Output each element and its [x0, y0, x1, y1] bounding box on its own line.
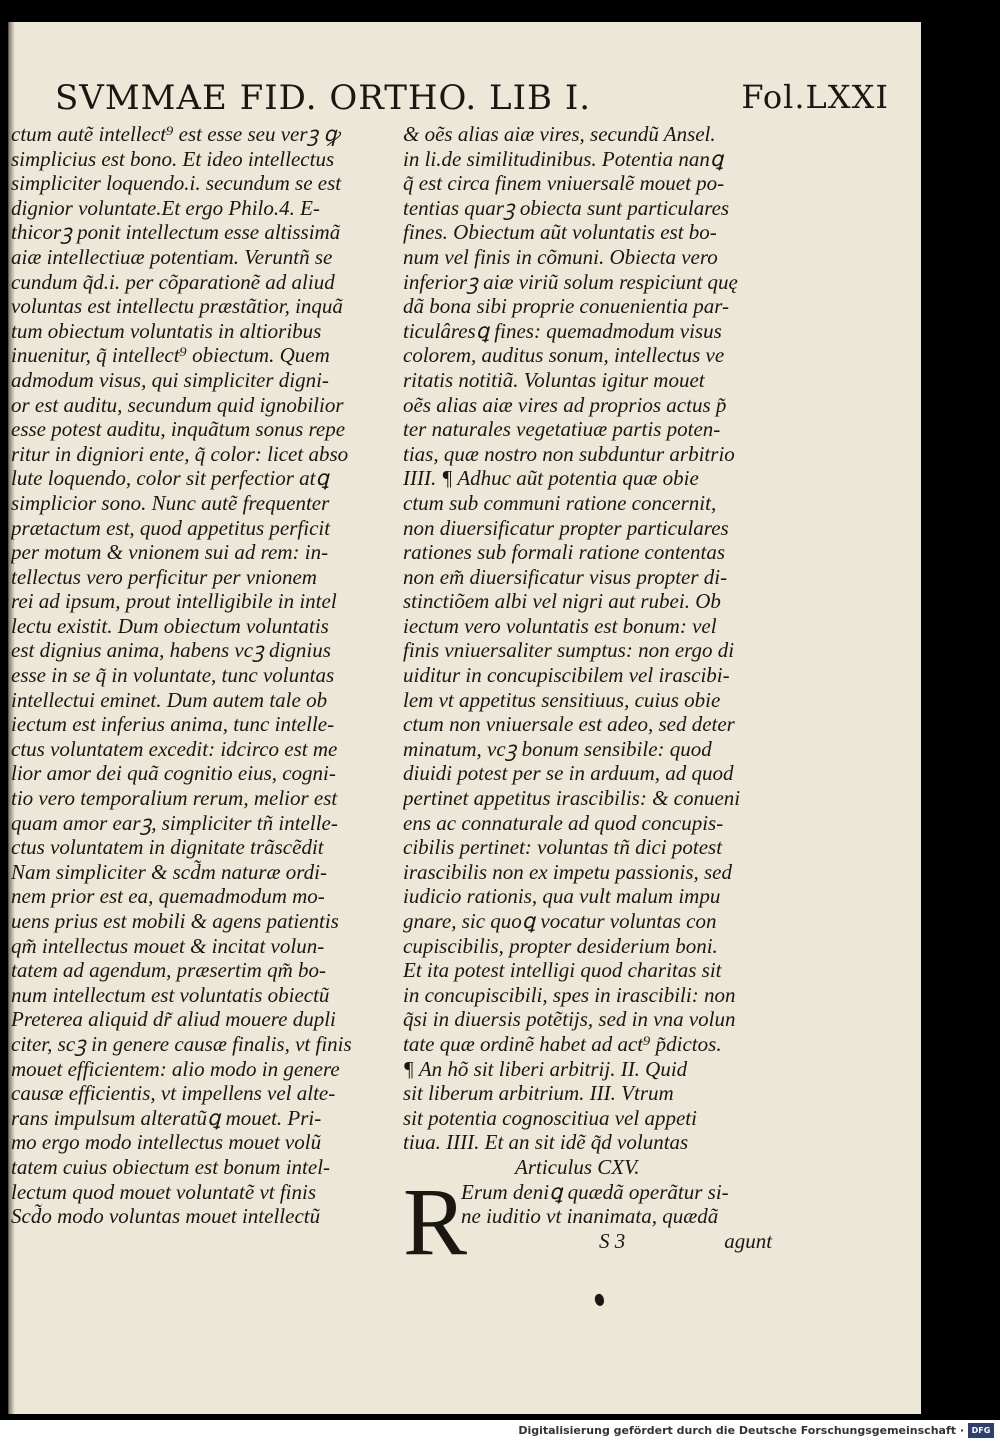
left-column-line: simplicior sono. Nunc autẽ frequenter: [11, 490, 330, 515]
article-opening: [403, 1167, 777, 1278]
left-column-line: nem prior est ea, quemadmodum mo-: [11, 884, 325, 909]
left-column-line: tio vero temporalium rerum, melior est: [11, 786, 338, 811]
left-column-line: aiæ intellectiuæ potentiam. Veruntñ se: [11, 244, 333, 269]
opening-line-2: ne iuditio vt inanimata, quædã: [461, 1204, 719, 1229]
left-column-line: lute loquendo, color sit perfectior atꝗ: [11, 466, 329, 491]
left-column-line: lior amor dei quã cognitio eius, cogni-: [11, 761, 336, 786]
right-column-line: q̃si in diuersis potẽtijs, sed in vna volun: [403, 1007, 736, 1032]
right-column-line: colorem, auditus sonum, intellectus ve: [403, 343, 725, 368]
left-column-line: num intellectum est voluntatis obiectũ: [11, 982, 330, 1007]
left-text-column: [11, 122, 399, 1229]
left-column-line: thicorꝫ ponit intellectum esse altissimã: [11, 220, 341, 245]
right-column-line: ticulâresꝗ fines: quemadmodum visus: [403, 318, 722, 343]
right-column-line: fines. Obiectum aũt voluntatis est bo-: [403, 220, 717, 245]
opening-line-1: Erum deniꝗ quædã operãtur si-: [461, 1179, 729, 1204]
right-column-line: ter naturales vegetatiuæ partis poten-: [403, 417, 721, 442]
left-column-line: ctus voluntatem excedit: idcirco est me: [11, 736, 338, 761]
right-text-column: [403, 122, 777, 1278]
left-column-line: uens prius est mobili & agens patientis: [11, 909, 339, 933]
right-column-line: finis vniuersaliter sumptus: non ergo di: [403, 638, 735, 663]
left-column-line: tatem cuius obiectum est bonum intel-: [11, 1154, 331, 1179]
left-column-line: dignior voluntate.Et ergo Philo.4. E-: [11, 195, 320, 220]
left-column-line: ctum autẽ intellect⁹ est esse seu verꝫ ꝙ: [11, 122, 340, 146]
footer-bar: [0, 1420, 1000, 1444]
left-column-line: Scd̃o modo voluntas mouet intellectũ: [11, 1204, 321, 1229]
left-column-line: Preterea aliquid dr̃ aliud mouere dupli: [11, 1007, 336, 1032]
left-column-line: Nam simpliciter & scd̃m naturæ ordi-: [11, 859, 327, 884]
right-column-line: q̃ est circa finem vniuersalẽ mouet po-: [403, 171, 725, 196]
right-column-line: minatum, vcꝫ bonum sensibile: quod: [403, 736, 712, 761]
left-column-line: intellectui eminet. Dum autem tale ob: [11, 687, 328, 712]
left-column-line: est dignius anima, habens vcꝫ dignius: [11, 638, 331, 663]
right-column-line: rationes sub formali ratione contentas: [403, 540, 725, 565]
right-column-line: tias, quæ nostro non subduntur arbitrio: [403, 441, 735, 466]
right-column-line: stinctiõem albi vel nigri aut rubei. Ob: [403, 589, 721, 614]
left-column-line: citer, scꝫ in genere causæ finalis, vt finis: [11, 1031, 352, 1056]
right-column-line: tentias quarꝫ obiecta sunt particulares: [403, 195, 730, 220]
dfg-logo-icon: DFG: [968, 1423, 994, 1438]
right-column-line: Et ita potest intelligi quod charitas sit: [403, 958, 722, 983]
left-column-line: or est auditu, secundum quid ignobilior: [11, 392, 344, 417]
right-column-line: dã bona sibi proprie conuenientia par-: [403, 294, 730, 319]
left-column-line: ritur in digniori ente, q̃ color: licet abso: [11, 441, 349, 466]
left-column-line: rans impulsum alteratũꝗ mouet. Pri-: [11, 1105, 322, 1130]
right-column-line: non em̃ diuersificatur visus propter di-: [403, 564, 728, 589]
right-column-line: cupiscibilis, propter desiderium boni.: [403, 933, 718, 958]
right-column-line: oẽs alias aiæ vires ad proprios actus p̃: [403, 392, 727, 417]
left-column-line: tum obiectum voluntatis in altioribus: [11, 318, 322, 343]
right-column-line: num vel finis in cõmuni. Obiecta vero: [403, 244, 718, 269]
right-column-line: ritatis notitiã. Voluntas igitur mouet: [403, 367, 705, 392]
right-column-line: sit liberum arbitrium. III. Vtrum: [403, 1081, 674, 1106]
left-column-line: ctus voluntatem in dignitate trãscẽdit: [11, 835, 324, 860]
right-column-lines: [403, 122, 777, 1155]
right-column-line: inferiorꝫ aiæ viriũ solum respiciunt quę: [403, 269, 738, 294]
folio-number: Fol.LXXI: [741, 78, 889, 116]
article-title: Articulus CXV.: [515, 1154, 640, 1179]
right-column-line: ens ac connaturale ad quod concupis-: [403, 810, 724, 835]
left-column-line: causæ efficientis, vt impellens vel alte-: [11, 1081, 336, 1106]
right-column-line: gnare, sic quoꝗ vocatur voluntas con: [403, 909, 717, 933]
right-column-line: cibilis pertinet: voluntas tñ dici potest: [403, 835, 723, 860]
right-column-line: pertinet appetitus irascibilis: & conueni: [403, 786, 741, 811]
right-column-line: ctum sub communi ratione concernit,: [403, 490, 717, 515]
page-header: [55, 78, 905, 128]
book-page: [8, 22, 921, 1414]
left-column-line: iectum est inferius anima, tunc intelle-: [11, 712, 335, 737]
signature-mark: S 3: [599, 1228, 626, 1253]
right-column-line: iudicio rationis, qua vult malum impu: [403, 884, 721, 909]
right-column-line: in li.de similitudinibus. Potentia nanꝗ: [403, 146, 724, 171]
left-column-line: admodum visus, qui simpliciter digni-: [11, 367, 329, 392]
left-column-line: esse in se q̃ in voluntate, tunc voluntas: [11, 663, 335, 688]
right-column-line: IIII. ¶ Adhuc aũt potentia quæ obie: [403, 466, 699, 491]
right-column-line: diuidi potest per se in arduum, ad quod: [403, 761, 734, 786]
ink-blot: [593, 1293, 606, 1307]
right-column-line: ctum non vniuersale est adeo, sed deter: [403, 712, 735, 737]
right-column-line: iectum vero voluntatis est bonum: vel: [403, 613, 717, 638]
left-column-line: lectum quod mouet voluntatẽ vt finis: [11, 1179, 317, 1204]
left-column-line: rei ad ipsum, prout intelligibile in intel: [11, 589, 337, 614]
running-title: SVMMAE FID. ORTHO. LIB I.: [55, 78, 592, 118]
right-column-line: tate quæ ordinẽ habet ad act⁹ p̃dictos.: [403, 1031, 722, 1056]
funding-note: Digitalisierung gefördert durch die Deutsche Forschungsgemeinschaft ·: [518, 1424, 964, 1437]
right-column-line: lem vt appetitus sensitiuus, cuius obie: [403, 687, 721, 712]
left-column-line: inuenitur, q̃ intellect⁹ obiectum. Quem: [11, 343, 330, 368]
left-column-line: quam amor earꝫ, simpliciter tñ intelle-: [11, 810, 338, 835]
right-column-line: non diuersificatur propter particulares: [403, 515, 729, 540]
left-column-line: qm̃ intellectus mouet & incitat volun-: [11, 933, 325, 958]
left-column-line: lectu existit. Dum obiectum voluntatis: [11, 613, 329, 638]
drop-cap-initial: R: [403, 1167, 468, 1275]
right-column-line: uiditur in concupiscibilem vel irascibi-: [403, 663, 730, 688]
left-column-line: tellectus vero perficitur per vnionem: [11, 564, 317, 589]
right-column-line: & oẽs alias aiæ vires, secundũ Ansel.: [403, 122, 716, 146]
left-column-line: mouet efficientem: alio modo in genere: [11, 1056, 340, 1081]
left-column-line: tatem ad agendum, præsertim qm̃ bo-: [11, 958, 326, 983]
right-column-line: ¶ An hõ sit liberi arbitrij. II. Quid: [403, 1056, 688, 1081]
left-column-line: esse potest auditu, inquãtum sonus repe: [11, 417, 346, 442]
catchword: agunt: [724, 1228, 773, 1253]
right-column-line: sit potentia cognoscitiua vel appeti: [403, 1105, 697, 1130]
left-column-line: cundum q̃d.i. per cõparationẽ ad aliud: [11, 269, 335, 294]
right-column-line: irascibilis non ex impetu passionis, sed: [403, 859, 732, 884]
left-column-line: voluntas est intellectu præstãtior, inquã: [11, 294, 343, 319]
left-column-line: prætactum est, quod appetitus perficit: [11, 515, 331, 540]
right-column-line: in concupiscibili, spes in irascibili: non: [403, 982, 736, 1007]
left-column-line: simplicius est bono. Et ideo intellectus: [11, 146, 335, 171]
right-column-line: tiua. IIII. Et an sit idẽ q̃d voluntas: [403, 1130, 689, 1155]
left-column-line: per motum & vnionem sui ad rem: in-: [11, 540, 329, 565]
left-column-line: simpliciter loquendo.i. secundum se est: [11, 171, 342, 196]
left-column-line: mo ergo modo intellectus mouet volũ: [11, 1130, 322, 1155]
